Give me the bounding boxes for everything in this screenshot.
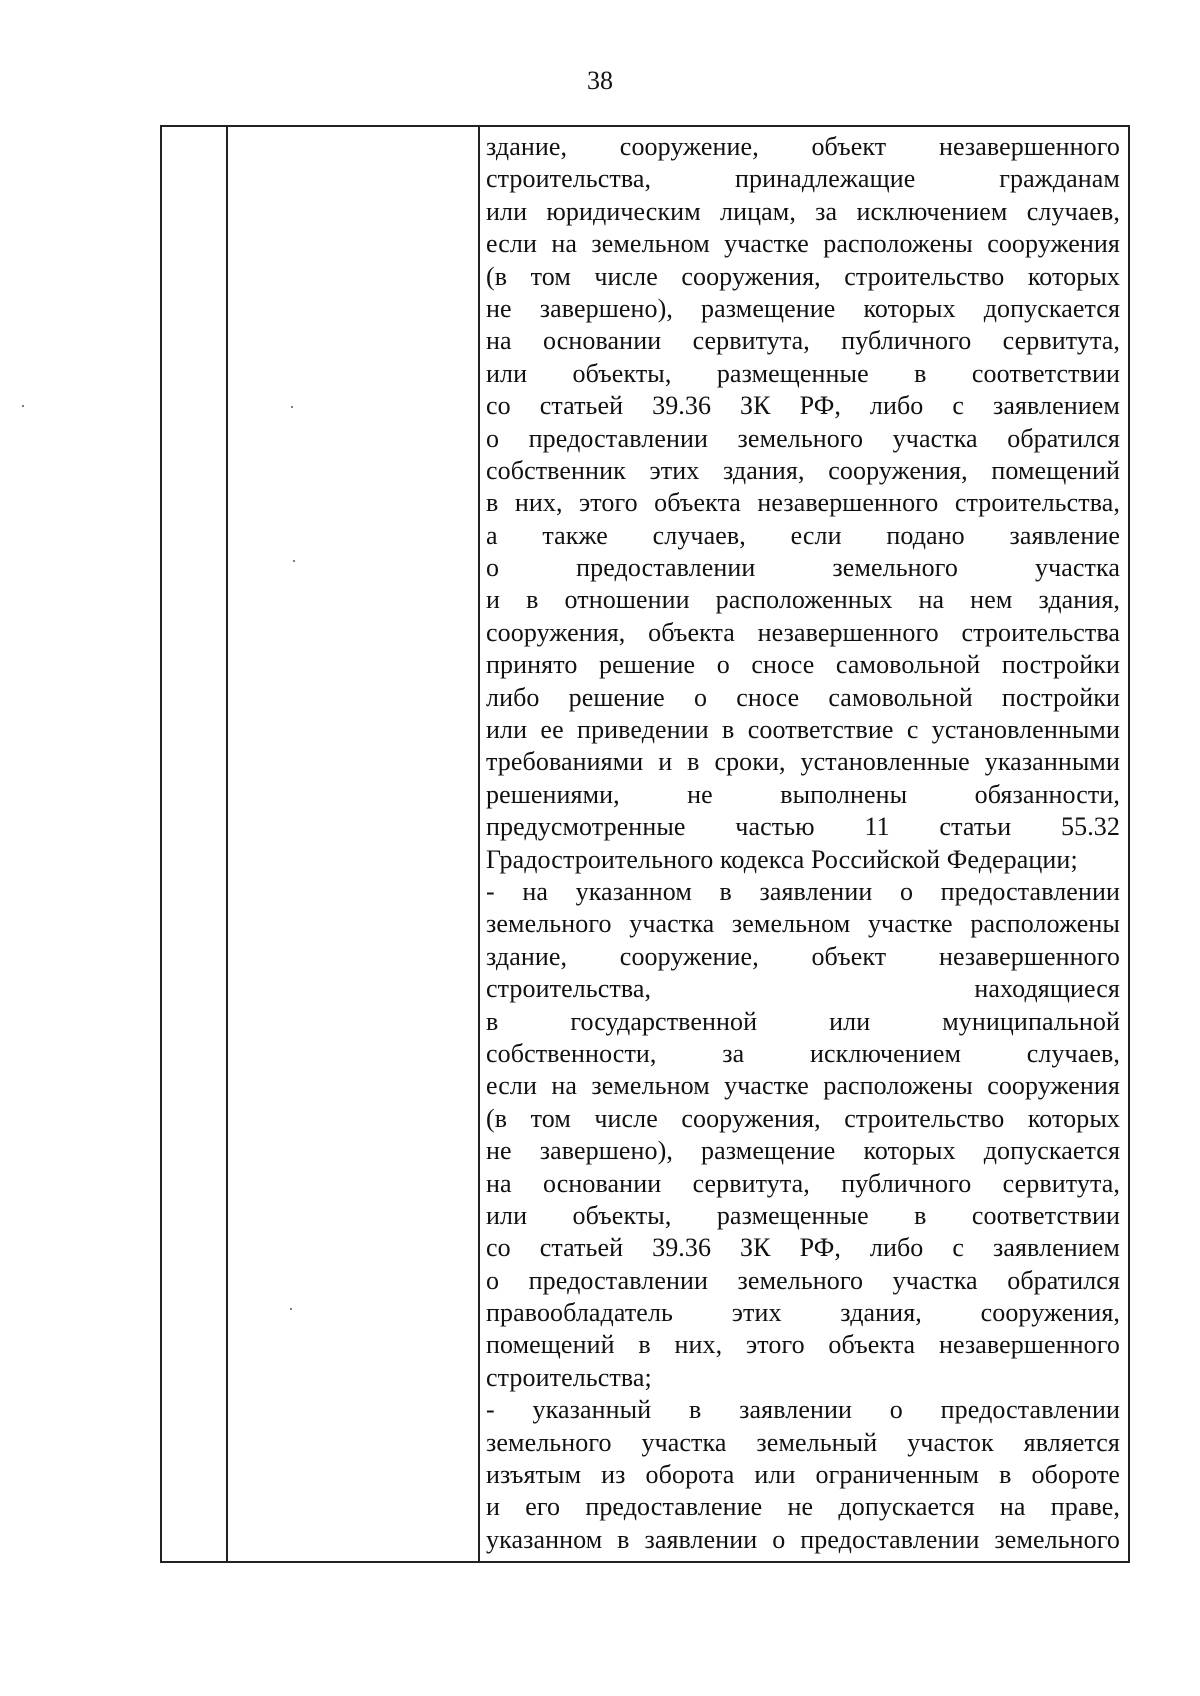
text-line: предусмотренные частью 11 статьи 55.32: [486, 812, 1120, 842]
document-table: [160, 125, 1130, 1563]
text-line: или ее приведении в соответствие с установленными: [486, 715, 1120, 745]
text-line: помещений в них, этого объекта незавершенного: [486, 1330, 1120, 1360]
text-line: строительства, находящиеся: [486, 974, 1120, 1004]
text-line: или объекты, размещенные в соответствии: [486, 358, 1120, 388]
text-line: со статьей 39.36 ЗК РФ, либо с заявлением: [486, 391, 1120, 421]
text-line: правообладатель этих здания, сооружения,: [486, 1298, 1120, 1328]
text-line: в государственной или муниципальной: [486, 1006, 1120, 1036]
text-line: (в том числе сооружения, строительство которых: [486, 1103, 1120, 1133]
scan-speck: [293, 560, 295, 562]
text-line: в них, этого объекта незавершенного строительства,: [486, 488, 1120, 518]
text-line: здание, сооружение, объект незавершенного: [486, 132, 1120, 161]
table-text-cell: [486, 131, 1120, 1561]
text-line: о предоставлении земельного участка обратился: [486, 423, 1120, 453]
text-line: (в том числе сооружения, строительство которых: [486, 261, 1120, 291]
text-line: земельного участка земельном участке расположены: [486, 909, 1120, 939]
text-line: изъятым из оборота или ограниченным в обороте: [486, 1460, 1120, 1490]
text-line: если на земельном участке расположены сооружения: [486, 1071, 1120, 1101]
text-line: или юридическим лицам, за исключением случаев,: [486, 196, 1120, 226]
text-line: а также случаев, если подано заявление: [486, 520, 1120, 550]
text-line: строительства, принадлежащие гражданам: [486, 164, 1120, 194]
text-line: если на земельном участке расположены сооружения: [486, 229, 1120, 259]
text-line: либо решение о сносе самовольной постройки: [486, 682, 1120, 712]
table-column-divider: [478, 127, 480, 1561]
text-line: указанном в заявлении о предоставлении земельного: [486, 1524, 1120, 1554]
text-line: - указанный в заявлении о предоставлении: [486, 1395, 1120, 1425]
text-line: о предоставлении земельного участка: [486, 553, 1120, 583]
text-line: решениями, не выполнены обязанности,: [486, 779, 1120, 809]
scan-speck: [22, 405, 24, 407]
text-line: строительства;: [486, 1362, 652, 1392]
text-line: собственник этих здания, сооружения, помещений: [486, 455, 1120, 485]
text-line: сооружения, объекта незавершенного строительства: [486, 617, 1120, 647]
text-line: и в отношении расположенных на нем здания,: [486, 585, 1120, 615]
text-line: не завершено), размещение которых допускается: [486, 1136, 1120, 1166]
text-line: на основании сервитута, публичного сервитута,: [486, 326, 1120, 356]
scan-speck: [291, 406, 293, 408]
text-line: или объекты, размещенные в соответствии: [486, 1200, 1120, 1230]
text-line: земельного участка земельный участок является: [486, 1427, 1120, 1457]
text-line: Градостроительного кодекса Российской Федерации;: [486, 844, 1078, 874]
text-line: не завершено), размещение которых допускается: [486, 293, 1120, 323]
text-line: здание, сооружение, объект незавершенного: [486, 941, 1120, 971]
text-line: - на указанном в заявлении о предоставлении: [486, 876, 1120, 906]
page-number: 38: [587, 66, 613, 95]
text-line: принято решение о сносе самовольной постройки: [486, 650, 1120, 680]
text-line: о предоставлении земельного участка обратился: [486, 1265, 1120, 1295]
scan-speck: [290, 1308, 292, 1310]
text-line: собственности, за исключением случаев,: [486, 1038, 1120, 1068]
text-line: на основании сервитута, публичного сервитута,: [486, 1168, 1120, 1198]
text-line: требованиями и в сроки, установленные указанными: [486, 747, 1120, 777]
text-line: со статьей 39.36 ЗК РФ, либо с заявлением: [486, 1233, 1120, 1263]
table-column-divider: [226, 127, 228, 1561]
text-line: и его предоставление не допускается на праве,: [486, 1492, 1120, 1522]
